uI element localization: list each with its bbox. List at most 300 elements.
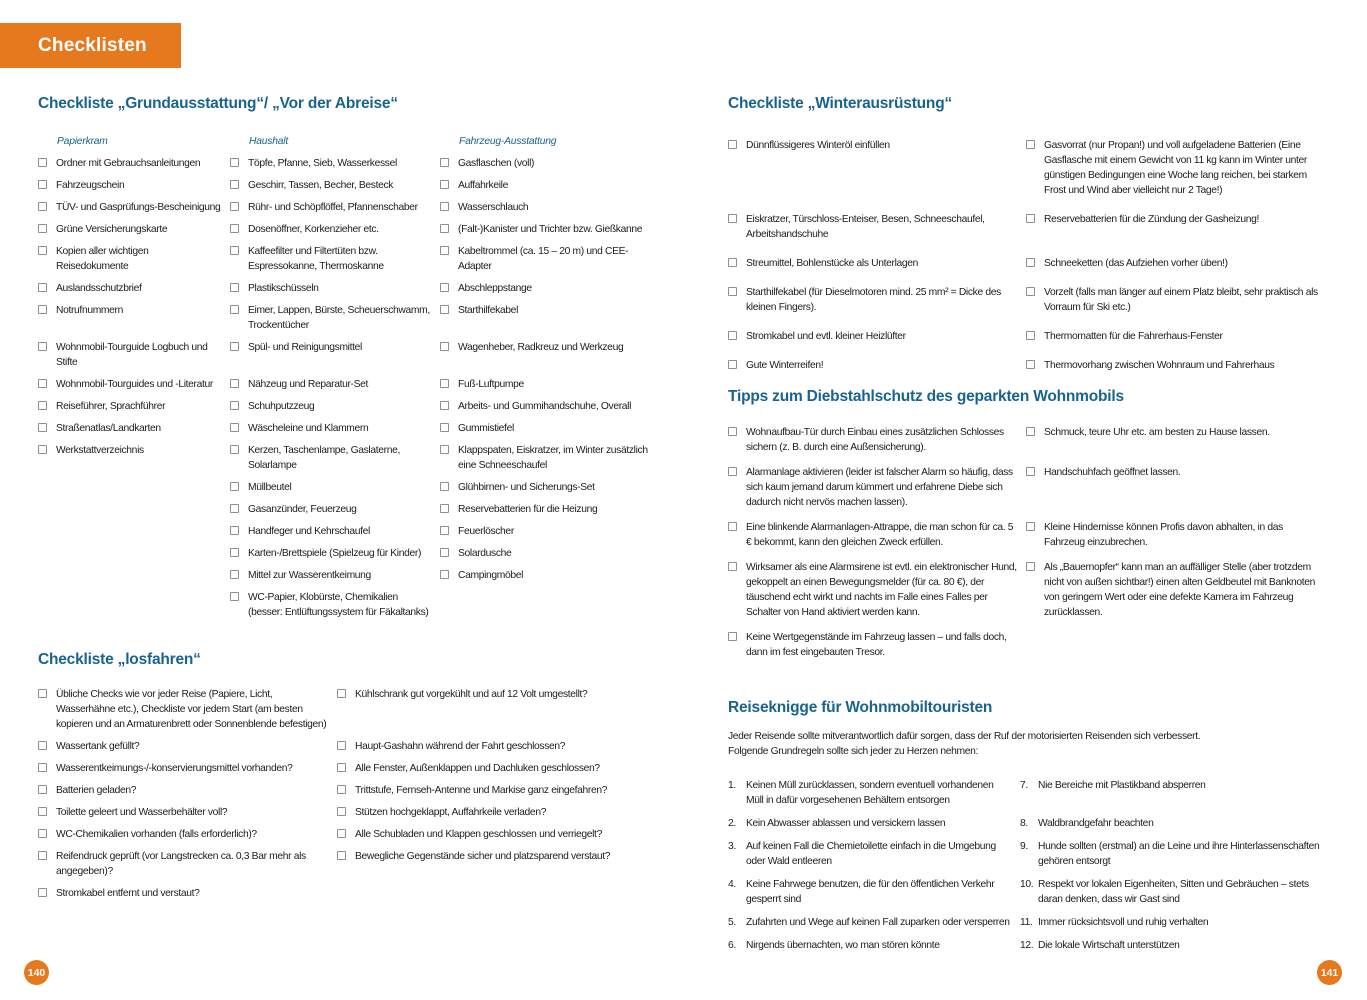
checklist-item [728,285,1026,315]
checkbox[interactable] [230,548,239,557]
checklist-item-label: Kerzen, Taschenlampe, Gaslaterne, Solarlampe [248,445,400,471]
checkbox[interactable] [728,467,737,476]
list-item-text: Respekt vor lokalen Eigenheiten, Sitten und Gebräuchen – stets daran denken, dass wir Gast sind [1038,879,1309,905]
checklist-item-label: Wohnmobil-Tourguide Logbuch und Stifte [56,342,208,368]
checkbox[interactable] [38,445,47,454]
checklist-item [38,849,337,879]
title-losfahren: Checkliste „losfahren“ [38,651,201,668]
checklist-item [440,480,660,495]
list-item-text: Nie Bereiche mit Plastikband absperren [1038,780,1206,791]
checklist-item [230,502,440,517]
checkbox[interactable] [440,342,449,351]
checklist-item-label: Arbeits- und Gummihandschuhe, Overall [458,401,632,412]
checkbox[interactable] [230,305,239,314]
list-item-text: Auf keinen Fall die Chemietoilette einfach in die Umgebung oder Wald entleeren [746,841,996,867]
checklist-item [38,178,230,193]
list-item-number: 7. [1020,780,1028,791]
list-item-text: Die lokale Wirtschaft unterstützen [1038,940,1180,951]
checkbox[interactable] [230,504,239,513]
checklist-item-label: Trittstufe, Fernseh-Antenne und Markise ganz eingefahren? [355,785,608,796]
checklist-item [38,156,230,171]
checklist-item-label: Starthilfekabel (für Dieselmotoren mind. 25 mm² = Dicke des kleinen Fingers). [746,287,1001,313]
checklist-item [230,244,440,274]
checkbox[interactable] [1026,258,1035,267]
title-reiseknigge: Reiseknigge für Wohnmobiltouristen [728,699,993,716]
checkbox[interactable] [38,401,47,410]
checkbox[interactable] [440,283,449,292]
checklist-item [38,421,230,436]
checklist-item-label: Fahrzeugschein [56,180,125,191]
checkbox[interactable] [1026,214,1035,223]
checkbox[interactable] [728,287,737,296]
checklist-item-label: TÜV- und Gasprüfungs-Bescheinigung [56,202,221,213]
checklist-item [1020,915,1332,930]
checklist-column-header: Fahrzeug-Ausstattung [459,136,557,147]
checklist-item-label: Feuerlöscher [458,526,514,537]
checklist-item [1026,138,1332,198]
checklist-item [230,568,440,583]
list-item-number: 9. [1020,841,1028,852]
checklist-item-label: Kleine Hindernisse können Profis davon abhalten, in das Fahrzeug einzubrechen. [1044,522,1283,548]
checklist-item [337,687,660,702]
checkbox[interactable] [337,763,346,772]
checklist-item [1020,938,1332,953]
checklist-item-label: Handfeger und Kehrschaufel [248,526,370,537]
checklist-item-label: Streumittel, Bohlenstücke als Unterlagen [746,258,919,269]
checklist-item [337,849,660,864]
checklist-item-label: Toilette geleert und Wasserbehälter voll? [56,807,228,818]
checklist-item [728,212,1026,242]
checklist-item [728,839,1020,869]
list-item-number: 5. [728,917,736,928]
checkbox[interactable] [337,741,346,750]
checkbox[interactable] [728,632,737,641]
checklist-item-label: Dosenöffner, Korkenzieher etc. [248,224,379,235]
checkbox[interactable] [728,258,737,267]
checkbox[interactable] [337,851,346,860]
checkbox[interactable] [230,401,239,410]
checklist-winterausruestung [728,138,1332,373]
checkbox[interactable] [440,401,449,410]
checkbox[interactable] [38,202,47,211]
checklist-item-label: Eine blinkende Alarmanlagen-Attrappe, die man schon für ca. 5 € bekommt, kann den gleichen Zweck erfüllen. [746,522,1014,548]
list-reiseknigge [728,778,1332,953]
checklist-item [1020,877,1332,907]
checklist-item [440,502,660,517]
checklist-item [440,377,660,392]
checklist-item [38,222,230,237]
checklist-item-label: Gasflaschen (voll) [458,158,535,169]
checklist-item [1026,358,1332,373]
checklist-item-label: Thermomatten für die Fahrerhaus-Fenster [1044,331,1223,342]
checklist-grundausstattung [38,134,660,620]
checklist-item-label: Dünnflüssigeres Winteröl einfüllen [746,140,890,151]
checklist-item [38,443,230,458]
checklist-item-label: Batterien geladen? [56,785,137,796]
checkbox[interactable] [440,305,449,314]
checklist-item-label: Haupt-Gashahn während der Fahrt geschlossen? [355,741,566,752]
checklist-item-label: Wäscheleine und Klammern [248,423,369,434]
checklist-diebstahlschutz [728,425,1332,660]
checklist-item [38,739,337,754]
checklist-item [337,827,660,842]
checklist-item [1020,839,1332,869]
checkbox[interactable] [440,445,449,454]
checkbox[interactable] [1026,427,1035,436]
list-item-number: 1. [728,780,736,791]
checklist-item-label: Reiseführer, Sprachführer [56,401,166,412]
checkbox[interactable] [1026,562,1035,571]
checklist-item-label: Wasserentkeimungs-/-konservierungsmittel vorhanden? [56,763,293,774]
checkbox[interactable] [38,158,47,167]
checklist-item-label: Fuß-Luftpumpe [458,379,524,390]
checklist-item-label: Ordner mit Gebrauchsanleitungen [56,158,201,169]
list-item-number: 12. [1020,940,1034,951]
checkbox[interactable] [230,158,239,167]
checklist-item [440,546,660,561]
checklist-item [728,138,1026,153]
list-item-number: 2. [728,818,736,829]
checklist-item-label: Werkstattverzeichnis [56,445,144,456]
checkbox[interactable] [728,562,737,571]
title-winterausruestung: Checkliste „Winterausrüstung“ [728,95,953,112]
checklist-item [38,761,337,776]
checklist-item [440,340,660,355]
checklist-item-label: Notrufnummern [56,305,123,316]
checkbox[interactable] [440,548,449,557]
checkbox[interactable] [38,888,47,897]
list-item-number: 6. [728,940,736,951]
checklist-item-label: Wirksamer als eine Alarmsirene ist evtl. ein elektronischer Hund, gekoppelt an einen Bewegungsmelder (für ca. 80 €), der täuschend echt wirkt und nachts im Falle eines Falles per Schalter von Hand aktiviert werden kann. [746,562,1017,618]
checklist-item-label: (Falt-)Kanister und Trichter bzw. Gießkanne [458,224,643,235]
checkbox[interactable] [440,482,449,491]
list-item-text: Keinen Müll zurücklassen, sondern eventuell vorhandenen Müll in dafür vorgesehenen Behältern entsorgen [746,780,994,806]
checklist-item-label: Kühlschrank gut vorgekühlt und auf 12 Volt umgestellt? [355,689,588,700]
checkbox[interactable] [38,305,47,314]
checkbox[interactable] [38,851,47,860]
checklist-item [440,443,660,473]
checklist-item [1026,212,1332,227]
checklist-item-label: Töpfe, Pfanne, Sieb, Wasserkessel [248,158,397,169]
checklist-item [728,465,1026,510]
reiseknigge-intro [728,729,1332,759]
checklist-item-label: Plastikschüsseln [248,283,319,294]
checkbox[interactable] [38,785,47,794]
checkbox[interactable] [38,741,47,750]
checklist-item [337,739,660,754]
checklist-item-label: Alarmanlage aktivieren (leider ist falscher Alarm so häufig, dass sich kaum jemand darum kümmert und erfahrene Diebe sich dadurch nicht nervös machen lassen). [746,467,1013,508]
checklist-item-label: Gute Winterreifen! [746,360,824,371]
checkbox[interactable] [337,785,346,794]
checklist-item [230,178,440,193]
checkbox[interactable] [230,526,239,535]
checklist-item [1026,256,1332,271]
checkbox[interactable] [38,246,47,255]
checklist-item [38,281,230,296]
title-diebstahlschutz: Tipps zum Diebstahlschutz des geparkten Wohnmobils [728,388,1124,405]
checklist-item-label: Rühr- und Schöpflöffel, Pfannenschaber [248,202,418,213]
checklist-item-label: Kaffeefilter und Filtertüten bzw. Espressokanne, Thermoskanne [248,246,384,272]
checkbox[interactable] [38,423,47,432]
checklist-item [728,938,1020,953]
checkbox[interactable] [230,224,239,233]
checklist-item-label: Solardusche [458,548,512,559]
checkbox[interactable] [440,202,449,211]
checkbox[interactable] [1026,331,1035,340]
checklist-item-label: Müllbeutel [248,482,292,493]
checklist-item [440,281,660,296]
checklist-item [440,156,660,171]
list-item-text: Hunde sollten (erstmal) an die Leine und ihre Hinterlassenschaften gehören entsorgt [1038,841,1320,867]
checkbox[interactable] [728,214,737,223]
checkbox[interactable] [440,379,449,388]
list-item-number: 11. [1020,917,1033,928]
page-number-left [24,960,49,985]
checklist-item-label: Als „Bauernopfer“ kann man an auffälliger Stelle (aber trotzdem nicht von außen sichtbar!) einen alten Geldbeutel mit Banknoten von geringem Wert oder eine defekte Kamera im Fahrzeug zurücklassen. [1044,562,1316,618]
checkbox[interactable] [440,423,449,432]
checklist-item [728,520,1026,550]
checkbox[interactable] [230,202,239,211]
checklist-item-label: Stromkabel und evtl. kleiner Heizlüfter [746,331,906,342]
checklist-item-label: Schneeketten (das Aufziehen vorher üben!) [1044,258,1228,269]
checklist-item [728,877,1020,907]
checklist-item-label: Campingmöbel [458,570,524,581]
checklist-item [728,778,1020,808]
checklist-losfahren [38,687,660,901]
checklist-item [230,222,440,237]
checklist-item [1026,520,1332,550]
checklist-item [38,399,230,414]
checklist-item [1026,425,1332,440]
checkbox[interactable] [230,180,239,189]
checklist-item-label: Gummistiefel [458,423,514,434]
checkbox[interactable] [38,224,47,233]
checkbox[interactable] [230,423,239,432]
checklist-item-label: Auffahrkeile [458,180,508,191]
checkbox[interactable] [337,807,346,816]
title-grundausstattung: Checkliste „Grundausstattung“/ „Vor der Abreise“ [38,95,398,112]
checkbox[interactable] [230,592,239,601]
intro-line-1: Jeder Reisende sollte mitverantwortlich dafür sorgen, dass der Ruf der motorisierten Reisenden sich verbessert. [728,731,1201,742]
checklist-item [230,443,440,473]
checklist-item [1026,329,1332,344]
list-item-text: Kein Abwasser ablassen und versickern lassen [746,818,946,829]
checklist-column-header: Papierkram [57,136,108,147]
list-item-text: Waldbrandgefahr beachten [1038,818,1154,829]
checklist-item-label: Grüne Versicherungskarte [56,224,168,235]
checklist-item-label: Reservebatterien für die Heizung [458,504,598,515]
checklist-item-label: Reifendruck geprüft (vor Langstrecken ca. 0,3 Bar mehr als angegeben)? [56,851,306,877]
intro-line-2: Folgende Grundregeln sollte sich jeder zu Herzen nehmen: [728,746,978,757]
checklist-item [230,421,440,436]
list-item-text: Nirgends übernachten, wo man stören könnte [746,940,940,951]
checkbox[interactable] [337,689,346,698]
checklist-item [38,200,230,215]
checklist-item-label: Alle Fenster, Außenklappen und Dachluken geschlossen? [355,763,600,774]
checklist-item [230,480,440,495]
checkbox[interactable] [230,482,239,491]
checklist-item [440,200,660,215]
checkbox[interactable] [230,445,239,454]
checkbox[interactable] [38,283,47,292]
checkbox[interactable] [38,379,47,388]
checkbox[interactable] [728,427,737,436]
checklist-item [1026,465,1332,480]
checklist-item-label: Mittel zur Wasserentkeimung [248,570,371,581]
checklist-item-label: Reservebatterien für die Zündung der Gasheizung! [1044,214,1260,225]
checklist-item [38,827,337,842]
checklist-item [728,358,1026,373]
checklist-item-label: Bewegliche Gegenstände sicher und platzsparend verstaut? [355,851,611,862]
checklist-item [230,524,440,539]
checklist-item-label: Klappspaten, Eiskratzer, im Winter zusätzlich eine Schneeschaufel [458,445,648,471]
list-item-text: Keine Fahrwege benutzen, die für den öffentlichen Verkehr gesperrt sind [746,879,995,905]
checklist-item [38,244,230,274]
checkbox[interactable] [440,504,449,513]
checklist-item-label: Vorzelt (falls man länger auf einem Platz bleibt, sehr praktisch als Vorraum für Ski etc.) [1044,287,1318,313]
checklist-item-label: Starthilfekabel [458,305,519,316]
checkbox[interactable] [440,570,449,579]
checkbox[interactable] [1026,522,1035,531]
checklist-item [1020,816,1332,831]
checkbox[interactable] [440,526,449,535]
checklist-item-label: Auslandsschutzbrief [56,283,142,294]
checklist-item [337,761,660,776]
checklist-item-label: Wagenheber, Radkreuz und Werkzeug [458,342,624,353]
checklist-item [230,546,440,561]
checklist-item [728,256,1026,271]
checklist-item-label: Übliche Checks wie vor jeder Reise (Papiere, Licht, Wasserhähne etc.), Checkliste vor jedem Start (am besten kopieren und an Armaturenbrett oder Sonnenblende befestigen) [56,689,327,730]
checklist-item [728,425,1026,455]
checklist-item-label: Karten-/Brettspiele (Spielzeug für Kinder) [248,548,422,559]
checkbox[interactable] [440,224,449,233]
checkbox[interactable] [38,180,47,189]
checklist-item-label: Stromkabel entfernt und verstaut? [56,888,200,899]
checkbox[interactable] [38,689,47,698]
checkbox[interactable] [728,140,737,149]
checkbox[interactable] [230,283,239,292]
checklist-item-label: WC-Chemikalien vorhanden (falls erforderlich)? [56,829,257,840]
checklist-item [440,222,660,237]
checklist-item-label: Spül- und Reinigungsmittel [248,342,362,353]
checklist-item-label: Wasserschlauch [458,202,529,213]
checkbox[interactable] [440,246,449,255]
checkbox[interactable] [728,360,737,369]
checkbox[interactable] [38,763,47,772]
checklist-item [440,303,660,318]
checklist-item [38,377,230,392]
checkbox[interactable] [440,158,449,167]
checkbox[interactable] [1026,287,1035,296]
list-item-number: 10. [1020,879,1034,890]
checkbox[interactable] [1026,360,1035,369]
checklist-item-label: Gasvorrat (nur Propan!) und voll aufgeladene Batterien (Eine Gasflasche mit einem Gewicht von 11 kg kann im Winter unter günstigen Bedingungen eine Woche lang reichen, bei starkem Frost und Wind aber vielleicht nur 2 Tage!) [1044,140,1308,196]
list-item-text: Zufahrten und Wege auf keinen Fall zuparken oder versperren [746,917,1010,928]
checkbox[interactable] [728,331,737,340]
checkbox[interactable] [440,180,449,189]
checklist-item-label: Schmuck, teure Uhr etc. am besten zu Hause lassen. [1044,427,1270,438]
checklist-item-label: Wohnmobil-Tourguides und -Literatur [56,379,213,390]
checklist-item [728,560,1026,620]
checklist-item [440,244,660,274]
checkbox[interactable] [1026,467,1035,476]
checklist-item [1026,285,1332,315]
checklist-item [728,630,1026,660]
checkbox[interactable] [230,570,239,579]
checklist-item-label: Stützen hochgeklappt, Auffahrkeile verladen? [355,807,547,818]
checkbox[interactable] [1026,140,1035,149]
checkbox[interactable] [230,342,239,351]
checklist-item-label: Wohnaufbau-Tür durch Einbau eines zusätzlichen Schlosses sichern (z. B. durch eine Außensicherung). [746,427,1004,453]
checklist-item [38,886,337,901]
checklist-item-label: Abschleppstange [458,283,532,294]
checklist-item [230,340,440,355]
checklist-item-label: Kopien aller wichtigen Reisedokumente [56,246,149,272]
checklist-item [337,783,660,798]
checkbox[interactable] [38,807,47,816]
checklist-item [38,783,337,798]
checklist-item-label: Eimer, Lappen, Bürste, Scheuerschwamm, Trockentücher [248,305,430,331]
checklist-item [230,377,440,392]
checklist-item [230,281,440,296]
page-banner [0,23,181,68]
checklist-item [230,590,440,620]
checklist-item-label: Alle Schubladen und Klappen geschlossen und verriegelt? [355,829,602,840]
checklist-item [440,524,660,539]
checklist-item [230,156,440,171]
checklist-item-label: Thermovorhang zwischen Wohnraum und Fahrerhaus [1044,360,1275,371]
checklist-item [230,303,440,333]
checklist-item-label: WC-Papier, Klobürste, Chemikalien (besser: Entlüftungssystem für Fäkaltanks) [248,592,429,618]
checklist-item [38,805,337,820]
checklist-item-label: Eiskratzer, Türschloss-Enteiser, Besen, Schneeschaufel, Arbeitshandschuhe [746,214,985,240]
checklist-item-label: Schuhputzzeug [248,401,315,412]
checklist-item-label: Glühbirnen- und Sicherungs-Set [458,482,595,493]
page-number-right-label: 141 [1320,966,1339,979]
checkbox[interactable] [38,829,47,838]
checkbox[interactable] [38,342,47,351]
checkbox[interactable] [728,522,737,531]
checklist-item [440,178,660,193]
checklist-item [38,687,337,732]
checkbox[interactable] [337,829,346,838]
checklist-item-label: Geschirr, Tassen, Becher, Besteck [248,180,394,191]
checklist-item [728,329,1026,344]
checklist-item-label: Nähzeug und Reparatur-Set [248,379,369,390]
checklist-item-label: Keine Wertgegenstände im Fahrzeug lassen – und falls doch, dann im fest eingebauten Tresor. [746,632,1007,658]
list-item-text: Immer rücksichtsvoll und ruhig verhalten [1038,917,1209,928]
list-item-number: 8. [1020,818,1028,829]
checklist-item [230,200,440,215]
list-item-number: 3. [728,841,736,852]
page-number-left-label: 140 [27,966,46,979]
checklist-item [440,568,660,583]
checklist-item [440,421,660,436]
checklist-item [1026,560,1332,620]
checklist-item-label: Wassertank gefüllt? [56,741,140,752]
checklist-item [230,399,440,414]
checklist-item-label: Straßenatlas/Landkarten [56,423,161,434]
checklist-item-label: Gasanzünder, Feuerzeug [248,504,357,515]
checkbox[interactable] [230,379,239,388]
checklist-item-label: Handschuhfach geöffnet lassen. [1044,467,1181,478]
checkbox[interactable] [230,246,239,255]
checklist-item [337,805,660,820]
checklist-column-header: Haushalt [249,136,289,147]
checklist-item [1020,778,1332,793]
checklist-item [38,340,230,370]
checklist-item [728,915,1020,930]
